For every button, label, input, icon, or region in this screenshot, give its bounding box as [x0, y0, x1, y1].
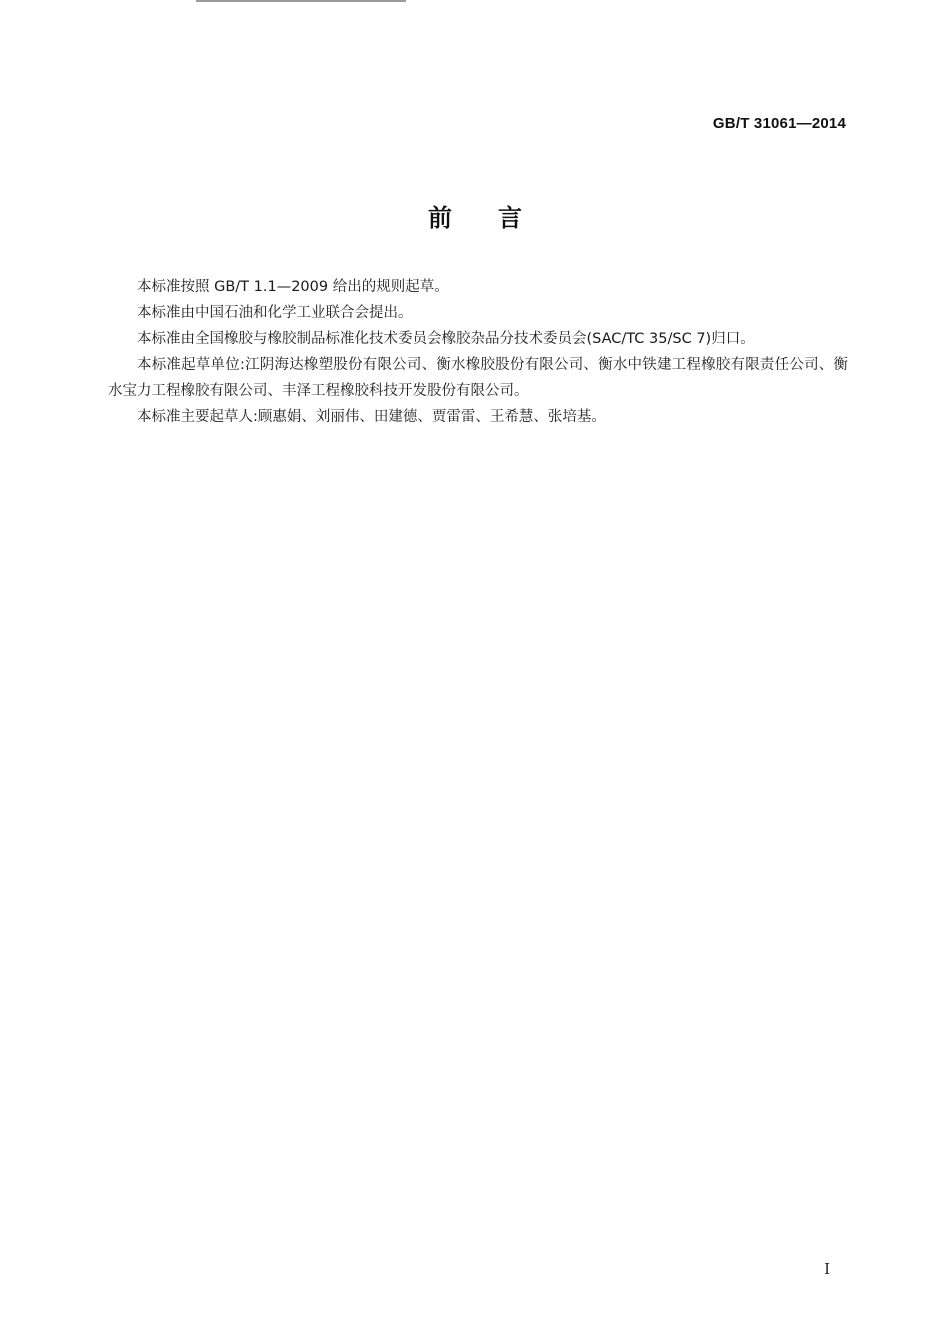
standard-code: GB/T 31061—2014 [712, 115, 846, 132]
paragraph-committee: 本标准由全国橡胶与橡胶制品标准化技术委员会橡胶杂品分技术委员会(SAC/TC 35/SC 7)归口。 [137, 331, 755, 347]
page-title: 前言 [428, 204, 568, 232]
paragraph-proposer: 本标准由中国石油和化学工业联合会提出。 [137, 305, 413, 321]
top-rule [196, 0, 406, 2]
paragraph-drafting-rules: 本标准按照 GB/T 1.1—2009 给出的规则起草。 [137, 279, 449, 295]
page-number: I [824, 1260, 830, 1278]
paragraph-drafting-units: 本标准起草单位:江阴海达橡塑股份有限公司、衡水橡胶股份有限公司、衡水中铁建工程橡胶有限责任公司、衡水宝力工程橡胶有限公司、丰泽工程橡胶科技开发股份有限公司。 [108, 357, 848, 399]
paragraph-drafters: 本标准主要起草人:顾惠娟、刘丽伟、田建德、贾雷雷、王希慧、张培基。 [137, 409, 606, 425]
foreword-body [108, 274, 848, 430]
